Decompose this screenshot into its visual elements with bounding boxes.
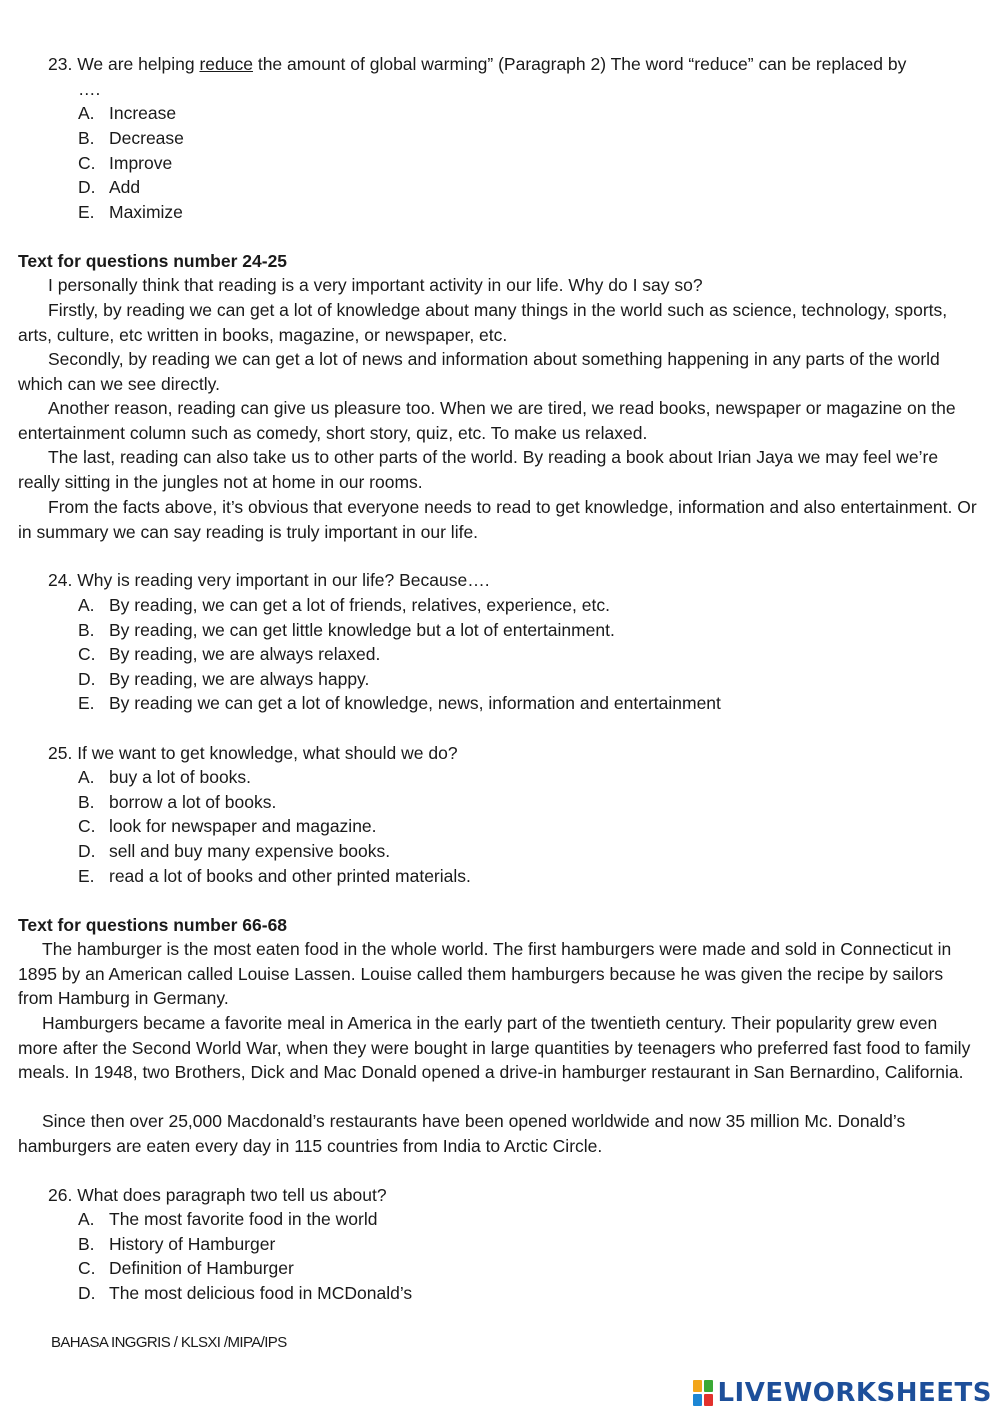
question-23-option-e: E. Maximize [78,202,183,222]
hamburger-paragraph-3: Since then over 25,000 Macdonald’s restaurants have been opened worldwide and now 35 million Mc. Donald’s hamburgers are eaten every day in 115 countries from India to Arctic Circle. [18,1111,906,1156]
question-26-option-b: B. History of Hamburger [78,1234,276,1254]
question-23-post: the amount of global warming” (Paragraph 2) The word “reduce” can be replaced by [252,54,907,74]
logo-square-4 [704,1394,713,1406]
reading-paragraph-5: The last, reading can also take us to other parts of the world. By reading a book about Irian Jaya we may feel we’re really sitting in the jungles not at home in our rooms. [18,447,939,492]
question-23-underlined-word: reduce [199,54,253,74]
question-26-option-a: A. The most favorite food in the world [78,1209,378,1229]
reading-paragraph-6: From the facts above, it’s obvious that everyone needs to read to get knowledge, information and also entertainment. Or in summary we can say reading is truly important in our life. [18,497,977,542]
question-25-option-a: A. buy a lot of books. [78,767,252,787]
question-23-option-d: D. Add [78,177,141,197]
question-26-option-c: C. Definition of Hamburger [78,1258,294,1278]
question-24-option-a: A. By reading, we can get a lot of friends, relatives, experience, etc. [78,595,610,615]
reading-paragraph-3: Secondly, by reading we can get a lot of news and information about something happening in any parts of the world which can we see directly. [18,349,940,394]
question-24: 24. Why is reading very important in our life? Because…. [48,570,490,590]
question-24-option-c: C. By reading, we are always relaxed. [78,644,381,664]
question-25-option-e: E. read a lot of books and other printed materials. [78,866,471,886]
question-23-option-b: B. Decrease [78,128,184,148]
logo-square-3 [693,1394,702,1406]
liveworksheets-logo-icon [693,1380,713,1406]
question-23 [48,52,906,77]
question-25-option-d: D. sell and buy many expensive books. [78,841,391,861]
question-25-option-c: C. look for newspaper and magazine. [78,816,377,836]
reading-paragraph-2: Firstly, by reading we can get a lot of knowledge about many things in the world such as science, technology, sports, arts, culture, etc written in books, magazine, or newspaper, etc. [18,300,948,345]
hamburger-paragraph-2: Hamburgers became a favorite meal in America in the early part of the twentieth century. Their popularity grew even more after the Second World War, when they were bought in large quantities by teenagers who preferred fast food to family meals. In 1948, two Brothers, Dick and Mac Donald opened a drive-in hamburger restaurant in San Bernardino, California. [18,1013,971,1083]
question-24-option-d: D. By reading, we are always happy. [78,669,370,689]
question-26-option-d: D. The most delicious food in MCDonald’s [78,1283,413,1303]
liveworksheets-logo[interactable] [693,1378,992,1408]
question-23-option-c: C. Improve [78,153,173,173]
question-23-continuation: …. [78,79,101,99]
question-24-option-b: B. By reading, we can get little knowledge but a lot of entertainment. [78,620,615,640]
section-heading-66-68: Text for questions number 66-68 [18,915,288,935]
reading-paragraph-1: I personally think that reading is a very important activity in our life. Why do I say so? [48,275,703,295]
section-heading-24-25: Text for questions number 24-25 [18,251,288,271]
question-25-option-b: B. borrow a lot of books. [78,792,277,812]
question-24-option-e: E. By reading we can get a lot of knowledge, news, information and entertainment [78,693,721,713]
question-23-pre: 23. We are helping [48,54,200,74]
logo-square-1 [693,1380,702,1392]
hamburger-paragraph-1: The hamburger is the most eaten food in the whole world. The first hamburgers were made and sold in Connecticut in 1895 by an American called Louise Lassen. Louise called them hamburgers because he was given the recipe by sailors from Hamburg in Germany. [18,939,952,1009]
question-25: 25. If we want to get knowledge, what should we do? [48,743,458,763]
logo-square-2 [704,1380,713,1392]
reading-paragraph-4: Another reason, reading can give us pleasure too. When we are tired, we read books, newspaper or magazine on the entertainment column such as comedy, short story, quiz, etc. To make us relaxed. [18,398,956,443]
question-23-option-a: A. Increase [78,103,177,123]
liveworksheets-logo-text: LIVEWORKSHEETS [717,1378,992,1408]
page-footer: BAHASA INGGRIS / KLSXI /MIPA/IPS [51,1334,287,1351]
question-26: 26. What does paragraph two tell us about? [48,1185,387,1205]
